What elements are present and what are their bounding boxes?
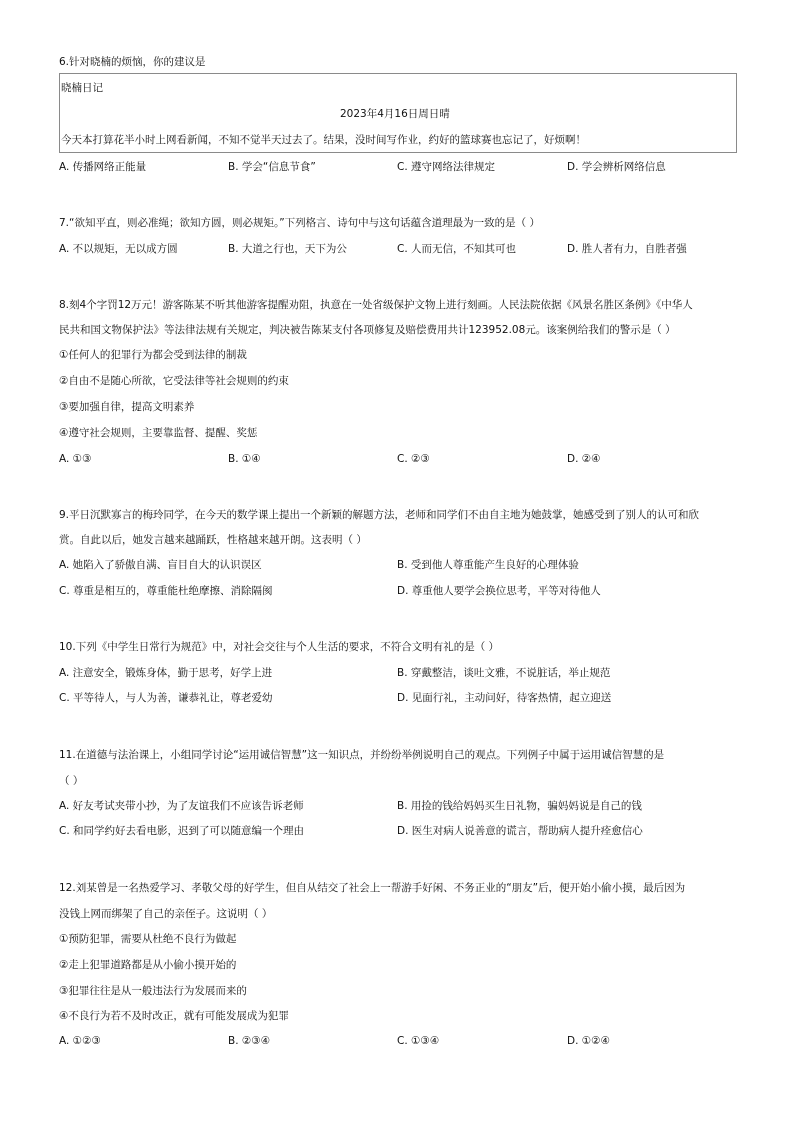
q8-option-a: A. ①③	[59, 453, 92, 465]
q6-stem: 6.针对晓楠的烦恼，你的建议是	[59, 56, 206, 68]
q6-option-c: C. 遵守网络法律规定	[397, 161, 496, 173]
q11-option-a: A. 好友考试夹带小抄，为了友谊我们不应该告诉老师	[59, 800, 304, 812]
q6-option-a: A. 传播网络正能量	[59, 161, 147, 173]
q12-stem-line-1: 12.刘某曾是一名热爱学习、孝敬父母的好学生，但自从结交了社会上一帮游手好闲、不务正业的“朋友”后，便开始小偷小摸，最后因为	[59, 882, 686, 894]
q7-option-c: C. 人而无信，不知其可也	[397, 243, 517, 255]
q9-stem-line-1: 9.平日沉默寡言的梅玲同学，在今天的数学课上提出一个新颖的解题方法，老师和同学们不由自主地为她鼓掌，她感受到了别人的认可和欣	[59, 509, 700, 521]
q12-item-3: ③犯罪往往是从一般违法行为发展而来的	[59, 985, 247, 997]
q7-option-b: B. 大道之行也，天下为公	[228, 243, 347, 255]
q12-item-2: ②走上犯罪道路都是从小偷小摸开始的	[59, 959, 237, 971]
q9-option-b: B. 受到他人尊重能产生良好的心理体验	[397, 559, 579, 571]
q10-option-b: B. 穿戴整洁，谈吐文雅，不说脏话，举止规范	[397, 667, 611, 679]
q7-stem: 7.“欲知平直，则必准绳；欲知方圆，则必规矩。”下列格言、诗句中与这句话蕴含道理最为一致的是（ ）	[59, 217, 540, 229]
q12-option-c: C. ①③④	[397, 1035, 440, 1047]
q6-option-d: D. 学会辨析网络信息	[567, 161, 666, 173]
q8-item-2: ②自由不是随心所欲，它受法律等社会规则的约束	[59, 375, 289, 387]
q12-item-4: ④不良行为若不及时改正，就有可能发展成为犯罪	[59, 1010, 289, 1022]
q11-stem-line-2: （ ）	[59, 775, 84, 787]
q11-option-c: C. 和同学约好去看电影，迟到了可以随意编一个理由	[59, 825, 305, 837]
q8-option-c: C. ②③	[397, 453, 430, 465]
q8-option-d: D. ②④	[567, 453, 601, 465]
q12-option-b: B. ②③④	[228, 1035, 271, 1047]
q9-stem-line-2: 赏。自此以后，她发言越来越踊跃，性格越来越开朗。这表明（ ）	[59, 534, 367, 546]
q8-item-3: ③要加强自律，提高文明素养	[59, 401, 195, 413]
q9-option-d: D. 尊重他人要学会换位思考，平等对待他人	[397, 585, 601, 597]
q10-option-a: A. 注意安全，锻炼身体，勤于思考，好学上进	[59, 667, 273, 679]
q8-stem-line-1: 8.刻4个字罚12万元！游客陈某不听其他游客提醒劝阻，执意在一处省级保护文物上进行刻画。人民法院依据《风景名胜区条例》《中华人	[59, 299, 693, 311]
q7-option-a: A. 不以规矩，无以成方圆	[59, 243, 178, 255]
q8-item-1: ①任何人的犯罪行为都会受到法律的制裁	[59, 349, 247, 361]
q8-option-b: B. ①④	[228, 453, 261, 465]
q10-option-d: D. 见面行礼，主动问好，待客热情，起立迎送	[397, 692, 612, 704]
q10-option-c: C. 平等待人，与人为善，谦恭礼让，尊老爱幼	[59, 692, 273, 704]
q12-stem-line-2: 没钱上网而绑架了自己的亲侄子。这说明（ ）	[59, 908, 273, 920]
diary-title: 晓楠日记	[61, 82, 103, 94]
q6-option-b: B. 学会“信息节食”	[228, 161, 316, 173]
q10-stem: 10.下列《中学生日常行为规范》中，对社会交往与个人生活的要求，不符合文明有礼的是（ ）	[59, 641, 500, 653]
q8-item-4: ④遵守社会规则，主要靠监督、提醒、奖惩	[59, 427, 258, 439]
q11-stem-line-1: 11.在道德与法治课上，小组同学讨论“运用诚信智慧”这一知识点，并纷纷举例说明自己的观点。下列例子中属于运用诚信智慧的是	[59, 749, 665, 761]
q9-option-a: A. 她陷入了骄傲自满、盲目自大的认识误区	[59, 559, 262, 571]
diary-box	[59, 73, 737, 153]
q11-option-b: B. 用捡的钱给妈妈买生日礼物，骗妈妈说是自己的钱	[397, 800, 642, 812]
q12-option-d: D. ①②④	[567, 1035, 610, 1047]
diary-content: 今天本打算花半小时上网看新闻，不知不觉半天过去了。结果，没时间写作业，约好的篮球赛也忘记了，好烦啊！	[61, 134, 586, 146]
q7-option-d: D. 胜人者有力，自胜者强	[567, 243, 687, 255]
q8-stem-line-2: 民共和国文物保护法》等法律法规有关规定，判决被告陈某支付各项修复及赔偿费用共计123952.08元。该案例给我们的警示是（ ）	[59, 324, 676, 336]
q11-option-d: D. 医生对病人说善意的谎言，帮助病人提升痊愈信心	[397, 825, 643, 837]
q9-option-c: C. 尊重是相互的，尊重能杜绝摩擦、消除隔阂	[59, 585, 273, 597]
diary-date: 2023年4月16日周日晴	[340, 108, 450, 120]
q12-item-1: ①预防犯罪，需要从杜绝不良行为做起	[59, 933, 237, 945]
q12-option-a: A. ①②③	[59, 1035, 101, 1047]
